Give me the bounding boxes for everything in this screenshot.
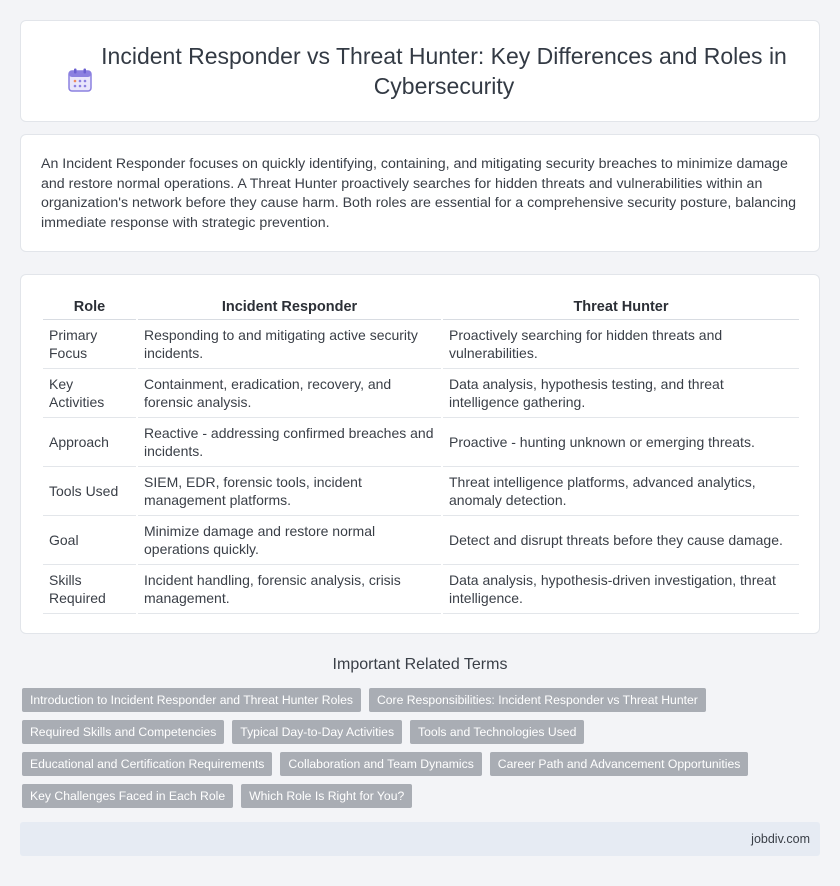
related-terms-tags [22,688,822,808]
incident-responder-cell: SIEM, EDR, forensic tools, incident management platforms. [137,466,442,515]
related-term-tag[interactable]: Key Challenges Faced in Each Role [22,784,233,808]
incident-responder-cell: Reactive - addressing confirmed breaches and incidents. [137,417,442,466]
role-cell: Primary Focus [43,319,137,368]
table-row [43,417,799,466]
threat-hunter-cell: Detect and disrupt threats before they cause damage. [442,515,799,564]
incident-responder-cell: Containment, eradication, recovery, and forensic analysis. [137,368,442,417]
role-cell: Tools Used [43,466,137,515]
column-header-role: Role [43,295,137,319]
related-terms-title: Important Related Terms [332,656,508,673]
related-term-tag[interactable]: Which Role Is Right for You? [241,784,412,808]
role-cell: Key Activities [43,368,137,417]
page-title: Incident Responder vs Threat Hunter: Key Differences and Roles in Cybersecurity [101,43,787,99]
related-term-tag[interactable]: Introduction to Incident Responder and Threat Hunter Roles [22,688,361,712]
comparison-card [20,274,820,634]
intro-card [20,134,820,252]
threat-hunter-cell: Proactively searching for hidden threats and vulnerabilities. [442,319,799,368]
table-row [43,368,799,417]
related-term-tag[interactable]: Tools and Technologies Used [410,720,584,744]
header-card [20,20,820,122]
column-header-incident-responder: Incident Responder [137,295,442,319]
table-row [43,319,799,368]
threat-hunter-cell: Data analysis, hypothesis testing, and threat intelligence gathering. [442,368,799,417]
related-term-tag[interactable]: Educational and Certification Requirements [22,752,272,776]
related-term-tag[interactable]: Career Path and Advancement Opportunities [490,752,749,776]
related-term-tag[interactable]: Required Skills and Competencies [22,720,224,744]
incident-responder-cell: Incident handling, forensic analysis, crisis management. [137,564,442,613]
threat-hunter-cell: Proactive - hunting unknown or emerging threats. [442,417,799,466]
table-header-row [43,295,799,319]
table-row [43,564,799,613]
table-row [43,466,799,515]
intro-paragraph: An Incident Responder focuses on quickly identifying, containing, and mitigating security breaches to minimize damage and restore normal operations. A Threat Hunter proactively searches for hidden threats and vulnerabilities within an organization's network before they cause harm. Both roles are essential for a comprehensive security posture, balancing immediate response with strategic prevention. [41,156,797,231]
role-cell: Skills Required [43,564,137,613]
threat-hunter-cell: Data analysis, hypothesis-driven investigation, threat intelligence. [442,564,799,613]
comparison-table [43,295,799,614]
table-row [43,515,799,564]
related-term-tag[interactable]: Core Responsibilities: Incident Responder vs Threat Hunter [369,688,706,712]
role-cell: Goal [43,515,137,564]
column-header-threat-hunter: Threat Hunter [442,295,799,319]
incident-responder-cell: Minimize damage and restore normal operations quickly. [137,515,442,564]
footer [20,822,820,856]
related-term-tag[interactable]: Typical Day-to-Day Activities [232,720,402,744]
threat-hunter-cell: Threat intelligence platforms, advanced analytics, anomaly detection. [442,466,799,515]
footer-site-link[interactable]: jobdiv.com [751,832,810,846]
calendar-icon [67,67,93,93]
role-cell: Approach [43,417,137,466]
related-term-tag[interactable]: Collaboration and Team Dynamics [280,752,481,776]
incident-responder-cell: Responding to and mitigating active security incidents. [137,319,442,368]
